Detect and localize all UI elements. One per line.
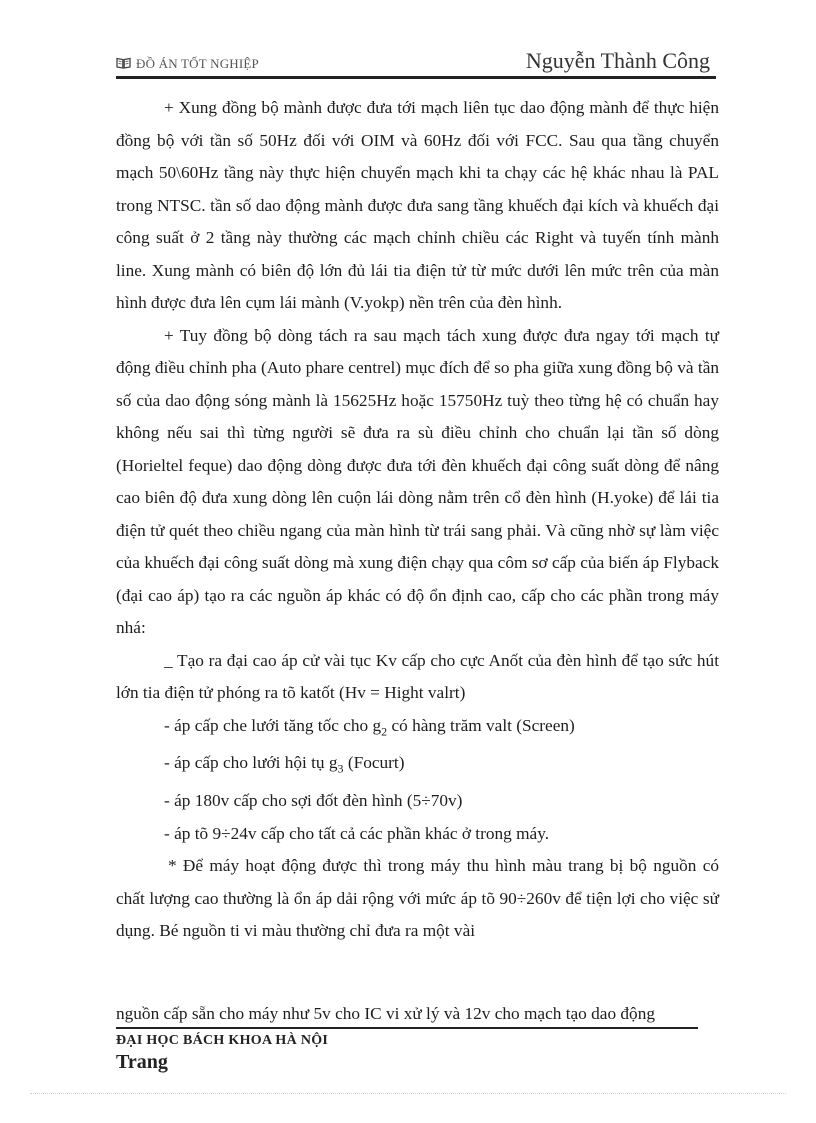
subscript: 3 (337, 761, 344, 776)
body-text (116, 92, 719, 948)
header-left (116, 56, 259, 72)
page-header (116, 44, 716, 78)
paragraph-last-line: nguồn cấp sẵn cho máy như 5v cho IC vi xử lý và 12v cho mạch tạo dao động (116, 1004, 655, 1023)
bullet-focus-grid (116, 747, 719, 785)
footer-page-label: Trang (116, 1051, 168, 1073)
author-name: Nguyễn Thành Công (525, 48, 710, 73)
bullet-screen-grid (116, 710, 719, 748)
paragraph-horizontal-sync: + Tuy đồng bộ dòng tách ra sau mạch tách xung được đưa ngay tới mạch tự động điều chỉnh pha (Auto phare centrel) mục đích để so pha giữa xung đồng bộ và tần số của dao động sóng mành là 15625Hz hoặc 15750Hz tuỳ theo từng hệ có chuẩn hay không nếu sai thì từng người sẽ đưa ra sù điều chỉnh cho chuẩn lại tần số dòng (Horieltel feque) dao động dòng được đưa tới đèn khuếch đại công suất dòng để nâng cao biên độ đưa xung dòng lên cuộn lái dòng nằm trên cổ đèn hình (H.yoke) để lái tia điện tử quét theo chiều ngang của màn hình từ trái sang phải. Và cũng nhờ sự làm việc của khuếch đại công suất dòng mà xung điện chạy qua côm sơ cấp của biến áp Flyback (đại cao áp) tạo ra các nguồn áp khác có độ ổn định cao, cấp cho các phần trong máy nhá: (116, 325, 720, 637)
page-bottom-border (30, 1093, 786, 1094)
bullet-heater: - áp 180v cấp cho sợi đốt đèn hình (5÷70v) (164, 791, 463, 811)
header-title: ĐỒ ÁN TỐT NGHIỆP (136, 56, 259, 71)
subscript: 2 (381, 723, 388, 738)
footer-divider (116, 1027, 698, 1029)
header-divider (116, 76, 716, 79)
paragraph-vertical-sync: + Xung đồng bộ mành được đưa tới mạch liên tục dao động mành để thực hiện đồng bộ với tần số 50Hz đối với OIM và 60Hz đối với FCC. Sau qua tầng chuyển mạch 50\60Hz tầng này thực hiện chuyển mạch khi ta chạy các hệ khác nhau là PAL trong NTSC. tần số dao động mành được đưa sang tầng khuếch đại kích và khuếch đại công suất ở 2 tầng này thường các mạch chỉnh chiều các Right và tuyến tính mành line. Xung mành có biên độ lớn đủ lái tia điện tử từ mức dưới lên mức trên của màn hình được đưa lên cụm lái mành (V.yokp) nền trên của đèn hình. (116, 98, 719, 312)
paragraph-high-voltage: _ Tạo ra đại cao áp cử vài tục Kv cấp cho cực Anốt của đèn hình để tạo sức hút lớn tia điện tử phóng ra tõ katốt (Hv = Hight valrt) (116, 650, 719, 702)
bullet-text: (Focurt) (343, 753, 405, 773)
bullet-text: - áp cấp che lưới tăng tốc cho g (164, 715, 382, 735)
bullet-other-supply: - áp tõ 9÷24v cấp cho tất cả các phần khác ở trong máy. (164, 823, 550, 843)
bullet-text: có hàng trăm valt (Screen) (387, 715, 575, 735)
book-icon (116, 57, 131, 69)
bullet-text: - áp cấp cho lưới hội tụ g (164, 753, 338, 773)
footer-university: ĐẠI HỌC BÁCH KHOA HÀ NỘI (116, 1033, 329, 1048)
paragraph-power-supply: * Để máy hoạt động được thì trong máy thu hình màu trang bị bộ nguồn có chất lượng cao thường là ổn áp dải rộng với mức áp tõ 90÷260v để tiện lợi cho việc sử dụng. Bé nguồn ti vi màu thường chỉ đưa ra một vài (116, 856, 719, 941)
